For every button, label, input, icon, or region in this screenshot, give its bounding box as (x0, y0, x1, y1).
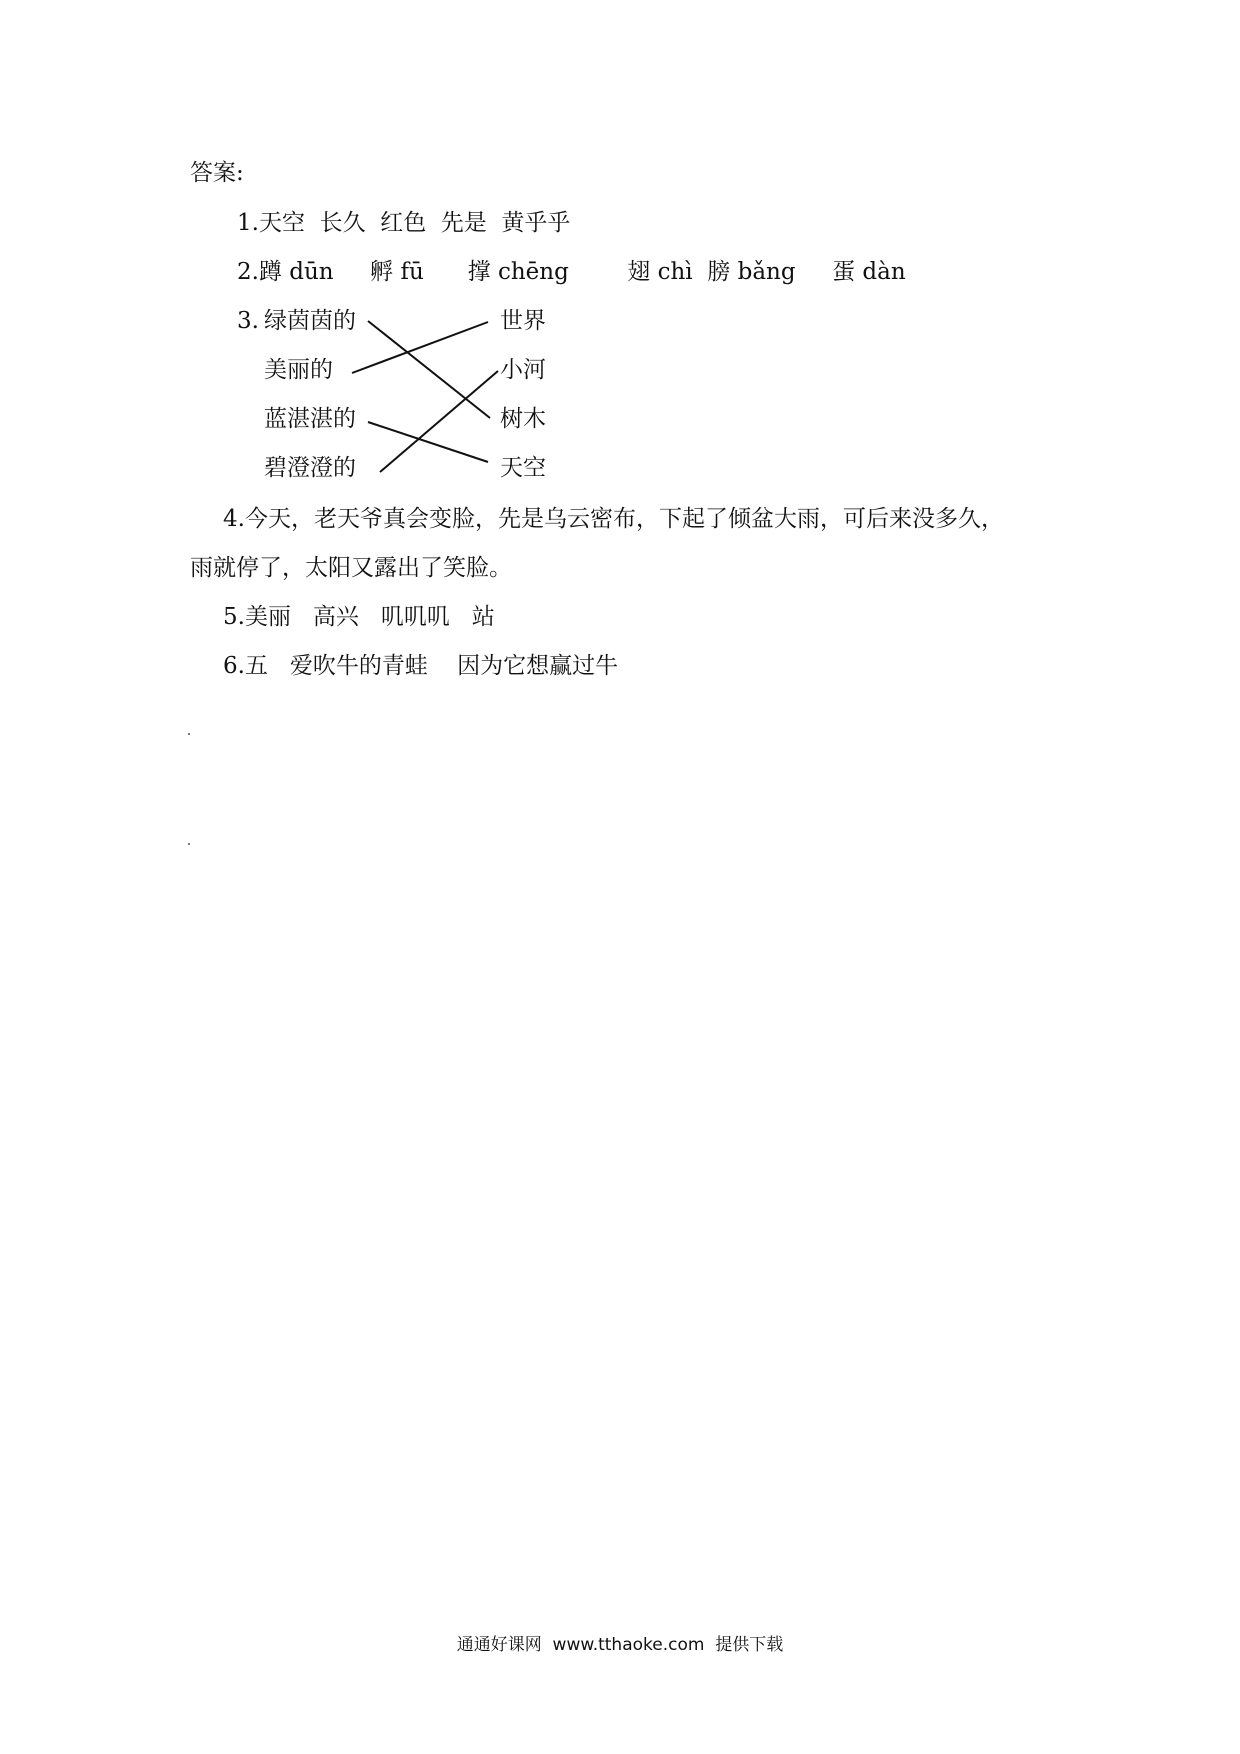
match-left-1: 绿茵茵的 (264, 308, 356, 334)
match-right-2: 小河 (500, 357, 546, 383)
match-right-3: 树木 (500, 406, 546, 432)
match-line-1 (368, 321, 490, 418)
answer-1: 1.天空 长久 红色 先是 黄乎乎 (237, 210, 571, 236)
match-left-4: 碧澄澄的 (264, 455, 356, 481)
match-left-3: 蓝湛湛的 (264, 406, 356, 432)
page-footer: 通通好课网 www.tthaoke.com 提供下载 (456, 1635, 784, 1655)
answer-4-line-1: 4.今天，老天爷真会变脸，先是乌云密布，下起了倾盆大雨，可后来没多久， (223, 506, 1004, 532)
answer-4-line-2: 雨就停了，太阳又露出了笑脸。 (190, 555, 512, 581)
match-line-3 (368, 422, 488, 462)
answer-heading: 答案: (190, 160, 244, 186)
match-line-2 (352, 322, 488, 373)
answer-5: 5.美丽 高兴 叽叽叽 站 (223, 604, 495, 630)
match-right-1: 世界 (500, 308, 546, 334)
stray-mark (188, 843, 190, 845)
stray-mark (188, 733, 190, 735)
answer-3-number: 3. (237, 308, 259, 334)
answer-6: 6.五 爱吹牛的青蛙 因为它想赢过牛 (223, 653, 619, 679)
match-line-4 (380, 371, 498, 472)
answer-2: 2.蹲 dūn 孵 fū 撑 chēng 翅 chì 膀 bǎng 蛋 dàn (237, 259, 906, 285)
match-left-2: 美丽的 (264, 357, 333, 383)
match-right-4: 天空 (500, 455, 546, 481)
